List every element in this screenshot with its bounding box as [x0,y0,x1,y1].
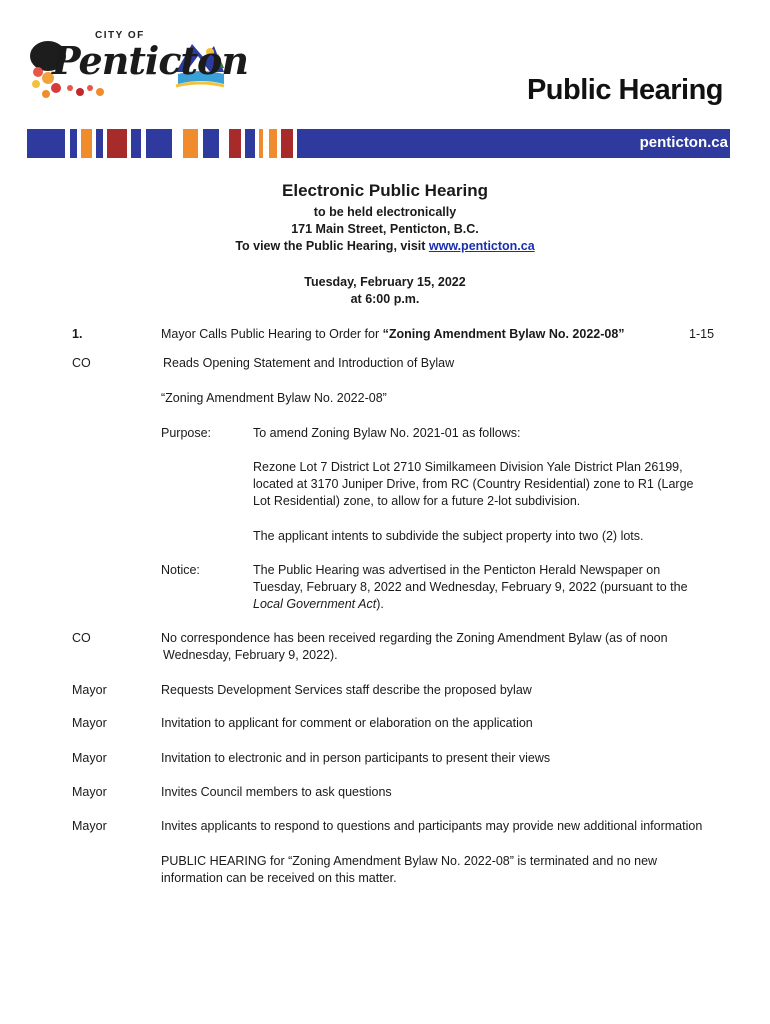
mayor-action: Invites Council members to ask questions [161,785,392,799]
rezone-line3: Lot Residential) zone, to allow for a future 2-lot subdivision. [253,494,581,508]
co-label: CO [72,356,91,370]
mayor-label: Mayor [72,716,107,730]
closing-line1: PUBLIC HEARING for “Zoning Amendment Bylaw No. 2022-08” is terminated and no new [161,854,658,868]
document-title: Public Hearing [526,74,723,106]
notice-text-line2: Tuesday, February 8, 2022 and Wednesday, February 9, 2022 (pursuant to the [253,580,688,594]
logo-wordmark: Penticton [52,38,249,83]
mayor-action: Requests Development Services staff describe the proposed bylaw [161,683,532,697]
mayor-action: Invitation to applicant for comment or elaboration on the application [161,716,533,730]
band-segment [27,129,65,158]
item-number: 1. [72,327,83,341]
co-correspondence-line2: Wednesday, February 9, 2022). [163,648,338,662]
closing-line2: information can be received on this matter. [161,871,397,885]
band-segment [81,129,92,158]
notice-text-line1: The Public Hearing was advertised in the Penticton Herald Newspaper on [253,563,661,577]
co-opening-text: Reads Opening Statement and Introduction of Bylaw [163,356,455,370]
item-title [161,326,625,343]
mayor-label: Mayor [72,751,107,765]
hearing-date: Tuesday, February 15, 2022 [304,275,466,289]
band-segment [131,129,141,158]
band-segment [146,129,172,158]
notice-heading: Electronic Public Hearing [282,181,488,200]
header-color-band [27,129,730,158]
act-name: Local Government Act [253,597,377,611]
rezone-line2: located at 3170 Juniper Drive, from RC (Country Residential) zone to R1 (Large [253,477,694,491]
mayor-action: Invites applicants to respond to questions and participants may provide new additional information [161,819,703,833]
band-segment [229,129,241,158]
bylaw-name: “Zoning Amendment Bylaw No. 2022-08” [161,391,387,405]
website-link[interactable]: www.penticton.ca [428,239,535,253]
act-name-end: ). [376,597,384,611]
band-segment [259,129,263,158]
rezone-line1: Rezone Lot 7 District Lot 2710 Similkameen Division Yale District Plan 26199, [253,460,683,474]
co-label-2: CO [72,631,91,645]
mayor-label: Mayor [72,785,107,799]
item-title-prefix: Mayor Calls Public Hearing to Order for [161,327,383,341]
logo-city-of: CITY OF [95,30,145,41]
purpose-label: Purpose: [161,426,212,440]
band-segment [269,129,277,158]
item-title-bylaw: “Zoning Amendment Bylaw No. 2022-08” [382,327,625,341]
purpose-text: To amend Zoning Bylaw No. 2021-01 as follows: [253,426,521,440]
co-correspondence-line1: No correspondence has been received regarding the Zoning Amendment Bylaw (as of noon [161,631,668,645]
website-label: penticton.ca [639,134,728,151]
visit-prefix: To view the Public Hearing, visit [235,239,429,253]
applicant-intent: The applicant intents to subdivide the subject property into two (2) lots. [253,529,644,543]
band-segment [70,129,77,158]
mayor-action: Invitation to electronic and in person participants to present their views [161,751,551,765]
mayor-label: Mayor [72,683,107,697]
notice-label: Notice: [161,563,200,577]
band-segment [96,129,103,158]
notice-text-line3 [253,596,384,613]
band-segment [281,129,293,158]
mayor-label: Mayor [72,819,107,833]
band-segment [203,129,219,158]
band-segment [183,129,198,158]
notice-visit-line [0,238,770,255]
hearing-time: at 6:00 p.m. [350,292,420,306]
notice-address: 171 Main Street, Penticton, B.C. [291,222,479,236]
band-segment [107,129,127,158]
item-pages: 1-15 [689,327,715,341]
band-segment [245,129,255,158]
notice-line1: to be held electronically [313,205,457,219]
